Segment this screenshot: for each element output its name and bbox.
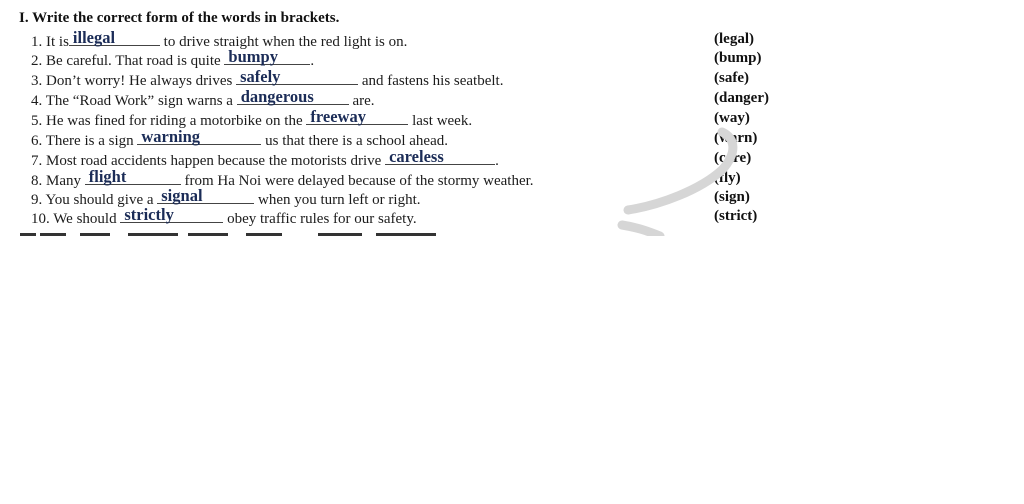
clipped-next-line [20,229,460,236]
item-text-before: 4. The “Road Work” sign warns a [31,93,237,109]
bracket-hint: (sign) [714,189,750,205]
handwritten-answer: signal [161,186,203,205]
bracket-hint: (care) [714,150,752,166]
item-text-before: 3. Don’t worry! He always drives [31,73,237,89]
bracket-hint: (fly) [714,170,741,186]
item-text-before: 10. We should [31,211,121,227]
handwritten-answer: freeway [310,107,366,126]
handwritten-answer: illegal [72,28,116,47]
watermark-arc-icon [0,0,1024,236]
bracket-hint: (warn) [714,130,758,146]
item-text-before: 9. You should give a [31,192,158,208]
item-text-after: us that there is a school ahead. [261,133,448,149]
item-text-after: last week. [408,113,473,129]
item-text-after: . [310,53,315,69]
bracket-hint: (bump) [714,50,762,66]
handwritten-answer: flight [88,167,127,186]
bracket-hint: (way) [714,110,750,126]
bracket-hint: (danger) [714,90,769,106]
handwritten-answer: bumpy [228,47,278,66]
item-text-before: 1. It is [31,34,69,50]
handwritten-answer: warning [141,127,201,146]
item-text-after: . [495,153,499,169]
bracket-hint: (strict) [714,208,758,224]
item-text-before: 8. Many [31,173,85,189]
item-text-before: 2. Be careful. That road is quite [31,53,225,69]
item-text-after: from Ha Noi were delayed because of the stormy weather. [180,173,534,189]
worksheet-page [0,0,1024,236]
handwritten-answer: careless [389,147,444,166]
exercise-heading: I. Write the correct form of the words in brackets. [19,10,340,26]
item-text-after: to drive straight when the red light is on. [159,34,408,50]
item-text-after: obey traffic rules for our safety. [223,211,417,227]
handwritten-answer: dangerous [240,87,314,106]
item-text-after: are. [348,93,375,109]
item-text-after: and fastens his seatbelt. [358,73,504,89]
item-text-before: 5. He was fined for riding a motorbike on the [31,113,307,129]
bracket-hint: (legal) [714,31,754,47]
handwritten-answer: safely [240,67,281,86]
handwritten-answer: strictly [124,205,174,224]
item-text-before: 7. Most road accidents happen because the motorists drive [31,153,386,169]
item-text-after: when you turn left or right. [254,192,421,208]
bracket-hint: (safe) [714,70,749,86]
item-text-before: 6. There is a sign [31,133,138,149]
